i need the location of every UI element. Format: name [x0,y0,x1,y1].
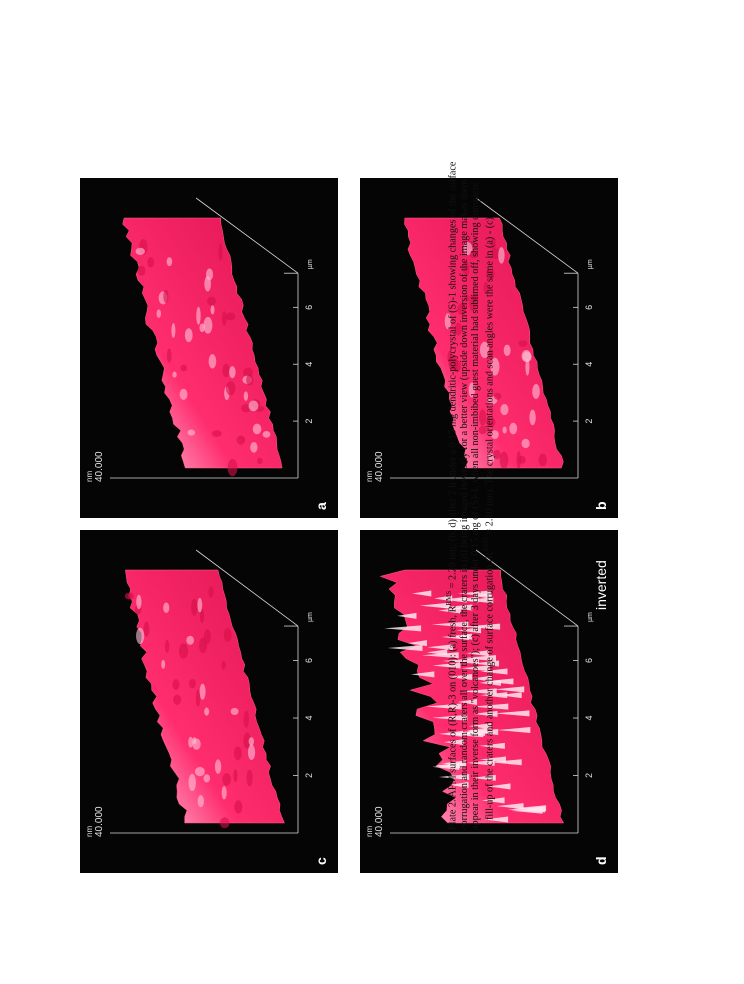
y-tick-label: 6 [304,304,314,310]
afm-panel-a [80,178,338,518]
z-top-label: 40.000 [94,451,105,482]
afm-surface-plot-a [80,178,338,518]
y-tick-label: 4 [584,361,594,367]
afm-panel-c [80,530,338,873]
caption-line-1: Plate 2. AFM surfaces of (R,R)-3 on (010): (a) fresh, $R^{RMS} = 2.20$ nm; (b, d) after 2 h under a 0.15 mg dendritic-polycrystal of (S)-1 showing changes of the surface [445,161,459,830]
y-tick-label: 6 [584,304,594,310]
panel-letter: b [593,501,609,510]
caption-line-2: corrugation and random craters all over the surface, the craters in (d) being imaged inversely for a better view (upside down inversion of the image makes them [458,179,470,830]
y-tick-label: 6 [584,658,594,664]
z-unit-label: nm [85,825,94,837]
caption-line-4: fill-up of the craters and another change of surface corrugation ($R^{RMS} = 2.10$ nm). The crystal orientations and scan angles were the same in (a) - (c) [482,216,496,820]
y-tick-label: 2 [584,418,594,424]
y-tick-label: 4 [584,715,594,721]
y-tick-label: 4 [304,715,314,721]
caption-line-3: appear in their inverse form as "volcanoes"); (c) after 3 days under 0.15 mg of (S)-1, when all non-imbibed guest material had sublimed off, showing complete [470,182,481,830]
z-top-label: 40.000 [94,806,105,837]
y-unit-label: µm [587,259,594,270]
z-unit-label: nm [365,470,374,482]
panel-letter: d [593,856,609,865]
y-tick-label: 6 [304,658,314,664]
y-unit-label: µm [307,612,314,623]
figure-caption [444,110,496,830]
panel-letter: a [313,502,329,510]
z-unit-label: nm [85,470,94,482]
inverted-label: inverted [593,560,609,610]
afm-surface-plot-c [80,530,338,873]
z-unit-label: nm [365,825,374,837]
panel-letter: c [313,857,329,865]
y-tick-label: 2 [304,418,314,424]
y-axis-ticks [293,658,314,778]
y-tick-label: 4 [304,361,314,367]
y-tick-label: 2 [304,773,314,779]
y-axis-ticks [573,305,594,424]
z-top-label: 40.000 [374,806,385,837]
y-unit-label: µm [587,612,594,623]
y-tick-label: 2 [584,773,594,779]
y-unit-label: µm [307,259,314,270]
z-top-label: 40.000 [374,451,385,482]
y-axis-ticks [293,305,314,424]
y-axis-ticks [573,658,594,778]
